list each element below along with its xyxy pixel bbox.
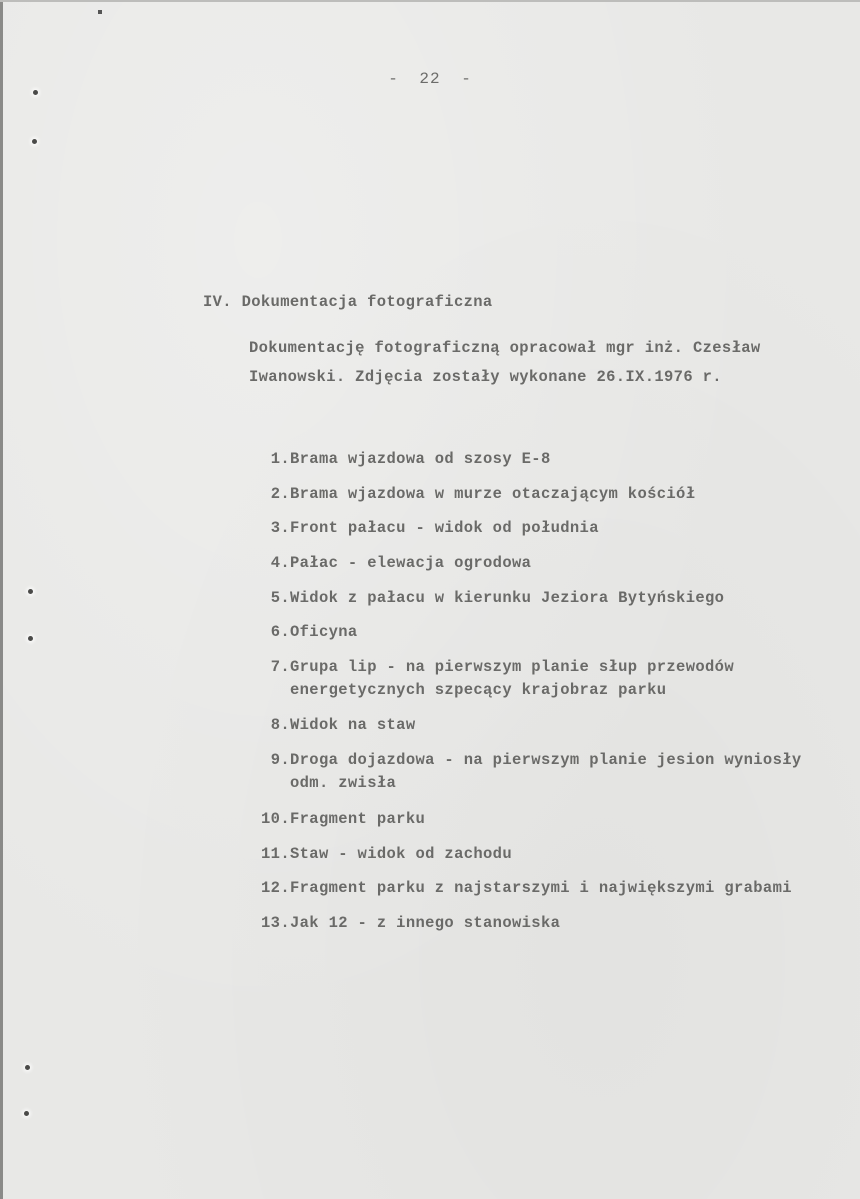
item-description: Fragment parku z najstarszymi i największymi grabami	[290, 879, 792, 897]
page-number: - 22 -	[388, 70, 472, 88]
list-item	[238, 810, 426, 828]
item-number: 11.	[261, 845, 290, 863]
intro-line: Dokumentację fotograficzną opracował mgr inż. Czesław	[249, 339, 761, 357]
intro-line: Iwanowski. Zdjęcia zostały wykonane 26.IX.1976 r.	[249, 368, 722, 386]
list-item	[238, 751, 802, 792]
list-item	[238, 716, 416, 734]
item-number: 13.	[261, 914, 290, 932]
item-description: Grupa lip - na pierwszym planie słup przewodów	[290, 658, 734, 676]
item-description: Pałac - elewacja ogrodowa	[290, 554, 532, 572]
list-item	[238, 879, 792, 897]
punch-mark	[24, 1111, 29, 1116]
punch-mark	[28, 589, 33, 594]
list-item	[238, 485, 696, 503]
item-description: Widok na staw	[290, 716, 416, 734]
item-number: 5.	[270, 589, 290, 607]
item-number: 8.	[270, 716, 290, 734]
punch-mark	[32, 139, 37, 144]
punch-mark	[33, 90, 38, 95]
item-description: Brama wjazdowa od szosy E-8	[290, 450, 551, 468]
item-number: 1.	[270, 450, 290, 468]
item-number: 7.	[270, 658, 290, 676]
punch-mark	[28, 636, 33, 641]
item-description: Staw - widok od zachodu	[290, 845, 512, 863]
list-item	[238, 519, 599, 537]
list-item	[238, 845, 512, 863]
page-top-edge	[0, 0, 860, 2]
item-description: Fragment parku	[290, 810, 426, 828]
item-description: Widok z pałacu w kierunku Jeziora Bytyńskiego	[290, 589, 725, 607]
punch-mark	[25, 1065, 30, 1070]
item-number: 9.	[270, 751, 290, 769]
item-description: Brama wjazdowa w murze otaczającym kościół	[290, 485, 696, 503]
page-left-edge	[0, 0, 3, 1199]
item-description-continued: energetycznych szpecący krajobraz parku	[290, 681, 667, 699]
list-item	[238, 450, 551, 468]
list-item	[238, 623, 358, 641]
item-description: Jak 12 - z innego stanowiska	[290, 914, 561, 932]
list-item	[238, 554, 532, 572]
item-description: Front pałacu - widok od południa	[290, 519, 599, 537]
item-number: 2.	[270, 485, 290, 503]
list-item	[238, 589, 725, 607]
list-item	[238, 914, 561, 932]
item-number: 3.	[270, 519, 290, 537]
item-number: 6.	[270, 623, 290, 641]
list-item	[238, 658, 734, 699]
section-title: IV. Dokumentacja fotograficzna	[203, 293, 493, 311]
item-description: Oficyna	[290, 623, 358, 641]
item-number: 12.	[261, 879, 290, 897]
scan-speck	[98, 10, 102, 14]
item-number: 4.	[270, 554, 290, 572]
item-description-continued: odm. zwisła	[290, 774, 397, 792]
item-description: Droga dojazdowa - na pierwszym planie jesion wyniosły	[290, 751, 802, 769]
item-number: 10.	[261, 810, 290, 828]
